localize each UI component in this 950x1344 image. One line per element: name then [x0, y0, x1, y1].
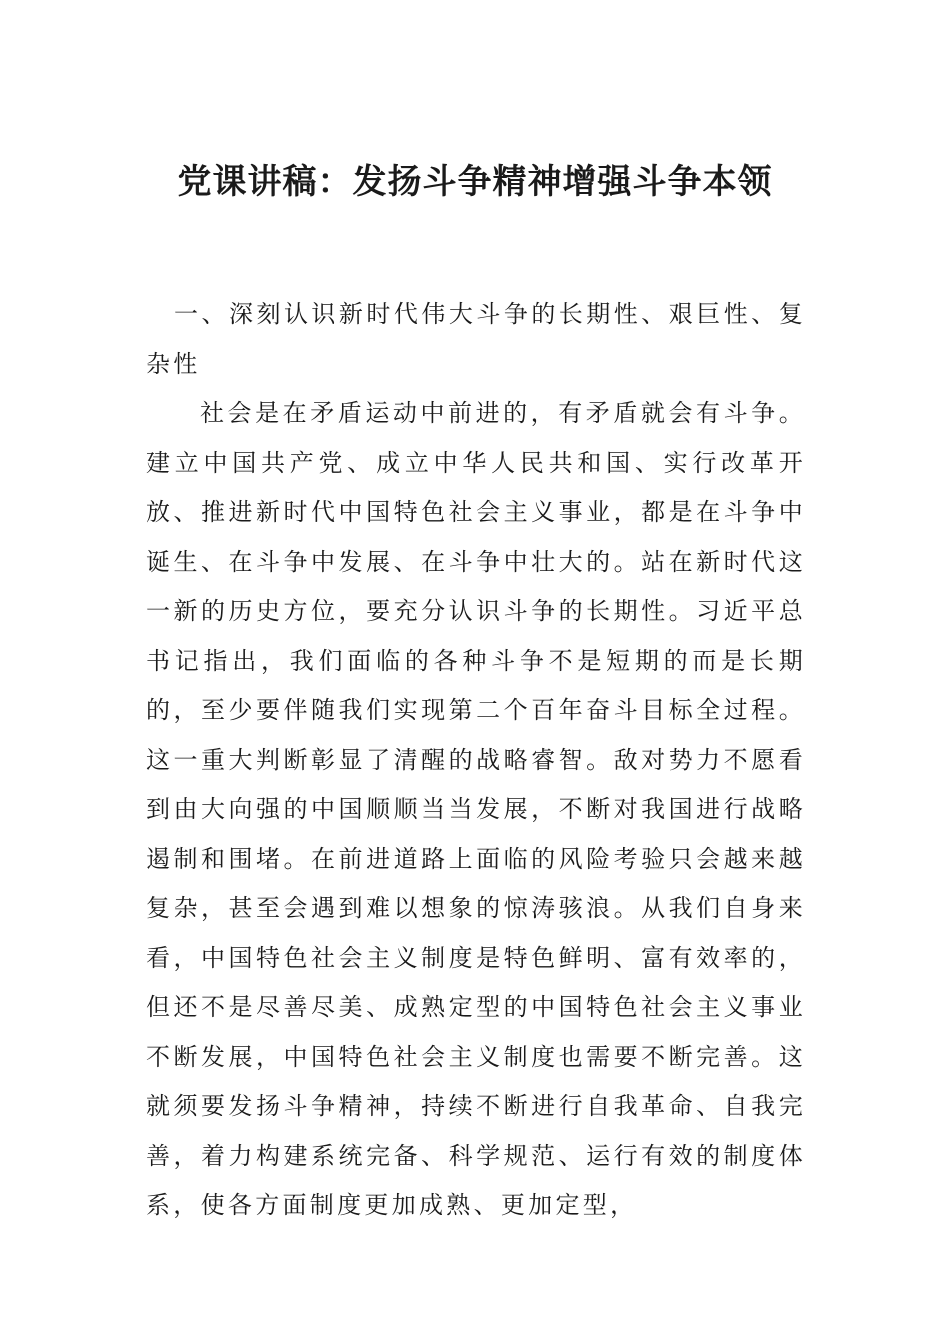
body-paragraph: 社会是在矛盾运动中前进的，有矛盾就会有斗争。建立中国共产党、成立中华人民共和国、实行改革开放、推进新时代中国特色社会主义事业，都是在斗争中诞生、在斗争中发展、在斗争中壮大的。站在新时代这一新的历史方位，要充分认识斗争的长期性。习近平总书记指出，我们面临的各种斗争不是短期的而是长期的，至少要伴随我们实现第二个百年奋斗目标全过程。这一重大判断彰显了清醒的战略睿智。敌对势力不愿看到由大向强的中国顺顺当当发展，不断对我国进行战略遏制和围堵。在前进道路上面临的风险考验只会越来越复杂，甚至会遇到难以想象的惊涛骇浪。从我们自身来看，中国特色社会主义制度是特色鲜明、富有效率的，但还不是尽善尽美、成熟定型的中国特色社会主义事业不断发展，中国特色社会主义制度也需要不断完善。这就须要发扬斗争精神，持续不断进行自我革命、自我完善，着力构建系统完备、科学规范、运行有效的制度体系，使各方面制度更加成熟、更加定型， — [146, 399, 806, 1219]
document-body — [146, 290, 806, 1231]
document-title: 党课讲稿：发扬斗争精神增强斗争本领 — [177, 162, 773, 202]
section-heading: 一、深刻认识新时代伟大斗争的长期性、艰巨性、复杂性 — [146, 300, 806, 378]
